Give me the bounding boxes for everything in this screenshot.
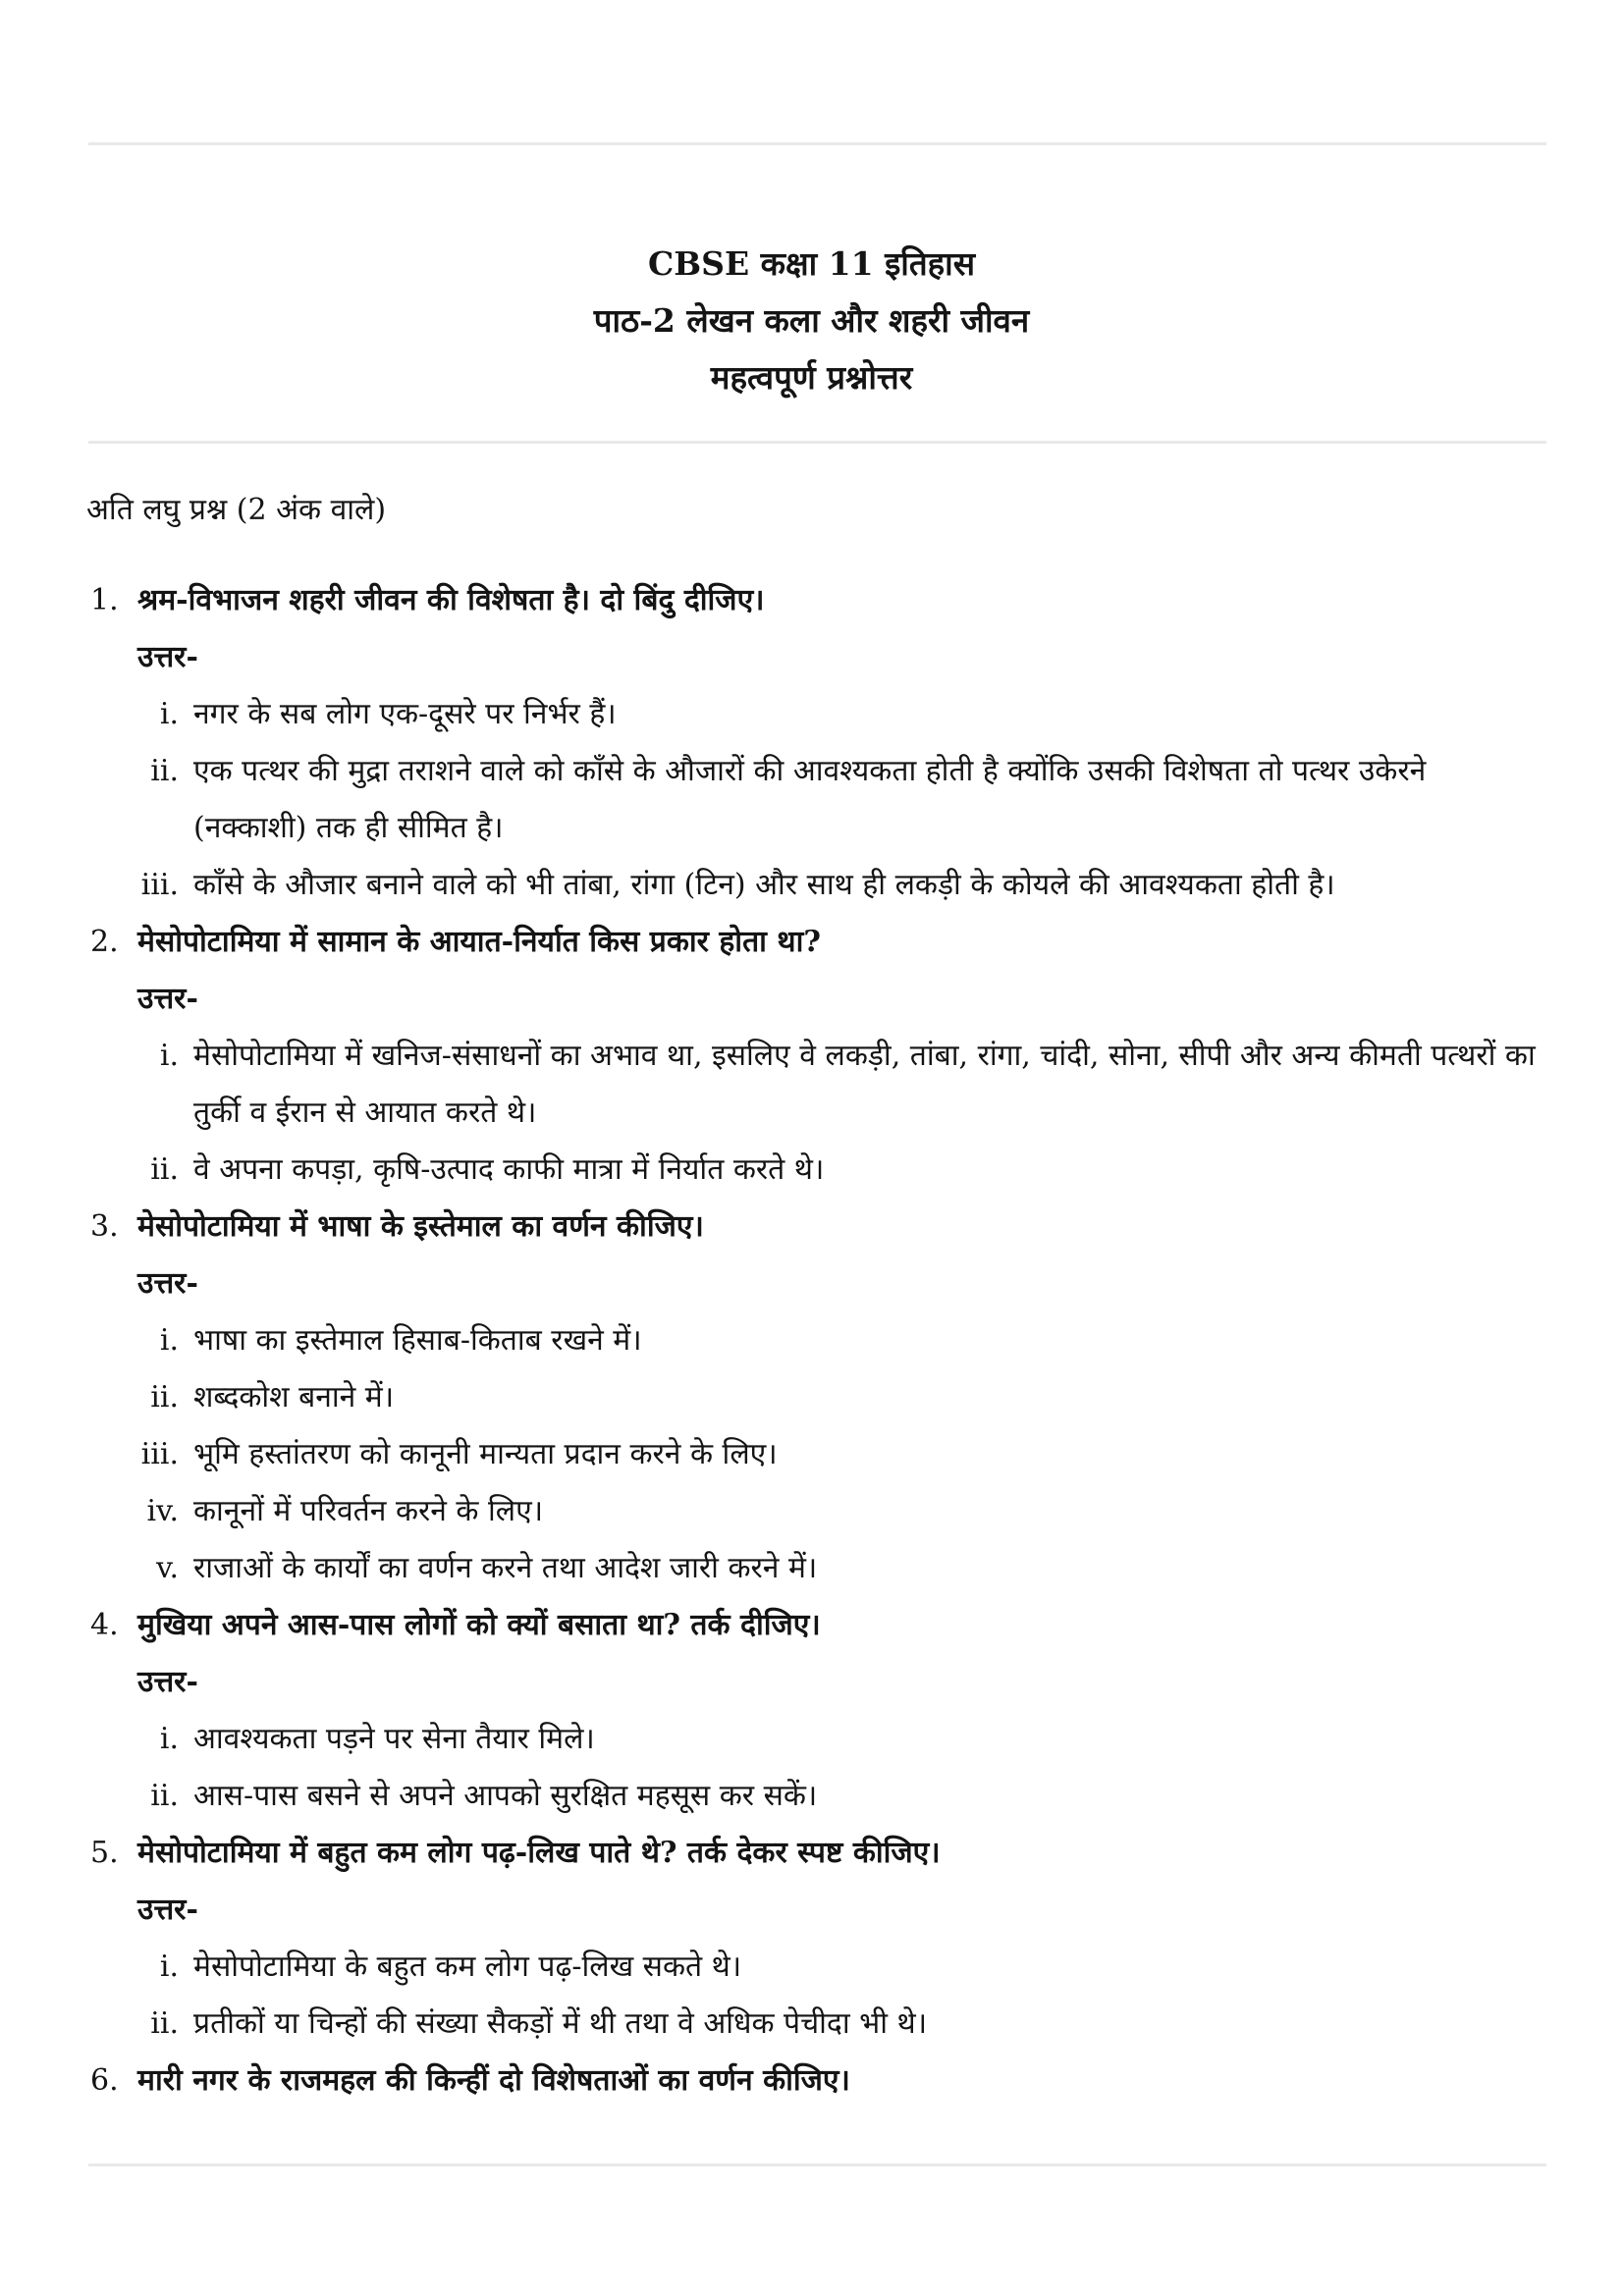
- answer-point-text: राजाओं के कार्यों का वर्णन करने तथा आदेश जारी करने में।: [193, 1551, 818, 1585]
- answer-point-text: प्रतीकों या चिन्हों की संख्या सैकड़ों में थी तथा वे अधिक पेचीदा भी थे।: [193, 2006, 928, 2041]
- answer-point-number: iii.: [140, 868, 179, 902]
- answer-point-number: ii.: [150, 1779, 179, 1813]
- answer-point: [0, 1312, 1623, 1369]
- question-number: 4.: [90, 1608, 119, 1642]
- answer-point: [0, 1483, 1623, 1540]
- question-item: [0, 1597, 1623, 1654]
- answer-point: [0, 1142, 1623, 1199]
- question-number: 3.: [90, 1209, 119, 1244]
- question-number: 5.: [90, 1836, 119, 1870]
- answer-point: [0, 1369, 1623, 1426]
- answer-point-text: भाषा का इस्तेमाल हिसाब-किताब रखने में।: [193, 1323, 642, 1358]
- answer-label: उत्तर-: [137, 1665, 198, 1699]
- answer-point: [0, 1028, 1623, 1142]
- answer-label: उत्तर-: [137, 1893, 198, 1927]
- top-divider: [88, 142, 1546, 145]
- question-text: मेसोपोटामिया में बहुत कम लोग पढ़-लिख पाते थे? तर्क देकर स्पष्ट कीजिए।: [137, 1836, 941, 1870]
- answer-label: उत्तर-: [137, 982, 198, 1016]
- answer-point: [0, 1996, 1623, 2053]
- answer-point-number: iv.: [146, 1494, 179, 1528]
- question-number: 6.: [90, 2063, 119, 2098]
- answer-point: [0, 686, 1623, 743]
- header-line-1: CBSE कक्षा 11 इतिहास: [647, 244, 976, 283]
- answer-point-text: नगर के सब लोग एक-दूसरे पर निर्भर हैं।: [193, 697, 617, 731]
- answer-point-text: मेसोपोटामिया के बहुत कम लोग पढ़-लिख सकते थे।: [193, 1949, 742, 1984]
- question-item: [0, 914, 1623, 971]
- answer-point-text: एक पत्थर की मुद्रा तराशने वाले को काँसे के औजारों की आवश्यकता होती है क्योंकि उसकी विशेषता तो पत्थर उकेरने (नक्काशी) तक ही सीमित है।: [193, 754, 1427, 845]
- answer-point: [0, 743, 1623, 857]
- header-line-3: महत्वपूर्ण प्रश्नोत्तर: [710, 358, 913, 397]
- question-text: मारी नगर के राजमहल की किन्हीं दो विशेषताओं का वर्णन कीजिए।: [137, 2063, 850, 2098]
- document-header: [0, 236, 1623, 406]
- question-text: मुखिया अपने आस-पास लोगों को क्यों बसाता था? तर्क दीजिए।: [137, 1608, 821, 1642]
- answer-point-text: कानूनों में परिवर्तन करने के लिए।: [193, 1494, 544, 1528]
- answer-point: [0, 1939, 1623, 1996]
- question-item: [0, 2053, 1623, 2109]
- question-number: 1.: [90, 583, 119, 617]
- header-divider: [88, 441, 1546, 444]
- answer-point: [0, 1711, 1623, 1768]
- answer-point-number: ii.: [150, 2006, 179, 2041]
- answer-label: उत्तर-: [137, 640, 198, 674]
- question-text: मेसोपोटामिया में सामान के आयात-निर्यात किस प्रकार होता था?: [137, 925, 821, 959]
- answer-point: [0, 857, 1623, 914]
- answer-point-number: i.: [159, 1949, 179, 1984]
- section-title: अति लघु प्रश्न (2 अंक वाले): [86, 493, 387, 527]
- answer-point-number: ii.: [150, 1380, 179, 1415]
- answer-point-number: i.: [159, 1323, 179, 1358]
- question-item: [0, 1825, 1623, 1882]
- header-line-2: पाठ-2 लेखन कला और शहरी जीवन: [593, 301, 1030, 340]
- answer-point: [0, 1768, 1623, 1825]
- answer-point-number: i.: [159, 697, 179, 731]
- answer-point-text: आवश्यकता पड़ने पर सेना तैयार मिले।: [193, 1722, 595, 1756]
- answer-point-text: मेसोपोटामिया में खनिज-संसाधनों का अभाव था, इसलिए वे लकड़ी, तांबा, रांगा, चांदी, सोना, सीपी और अन्य कीमती पत्थरों का तुर्की व ईरान से आयात करते थे।: [193, 1039, 1536, 1130]
- answer-label: उत्तर-: [137, 1266, 198, 1301]
- question-number: 2.: [90, 925, 119, 959]
- answer-point-number: iii.: [140, 1437, 179, 1471]
- answer-point: [0, 1540, 1623, 1597]
- question-text: मेसोपोटामिया में भाषा के इस्तेमाल का वर्णन कीजिए।: [137, 1209, 704, 1244]
- answer-point-text: आस-पास बसने से अपने आपको सुरक्षित महसूस कर सकें।: [193, 1779, 818, 1813]
- question-item: [0, 572, 1623, 629]
- answer-point-number: i.: [159, 1039, 179, 1073]
- question-text: श्रम-विभाजन शहरी जीवन की विशेषता है। दो बिंदु दीजिए।: [137, 583, 765, 617]
- question-answer-list: [0, 572, 1623, 2109]
- answer-point-number: i.: [159, 1722, 179, 1756]
- answer-point-number: ii.: [150, 1152, 179, 1187]
- answer-point-text: शब्दकोश बनाने में।: [193, 1380, 395, 1415]
- answer-point: [0, 1426, 1623, 1483]
- question-item: [0, 1199, 1623, 1255]
- answer-point-text: भूमि हस्तांतरण को कानूनी मान्यता प्रदान करने के लिए।: [193, 1437, 778, 1471]
- bottom-divider: [88, 2163, 1546, 2166]
- answer-point-text: काँसे के औजार बनाने वाले को भी तांबा, रांगा (टिन) और साथ ही लकड़ी के कोयले की आवश्यकता होती है।: [193, 868, 1335, 902]
- answer-point-number: v.: [156, 1551, 179, 1585]
- answer-point-number: ii.: [150, 754, 179, 788]
- answer-point-text: वे अपना कपड़ा, कृषि-उत्पाद काफी मात्रा में निर्यात करते थे।: [193, 1152, 825, 1187]
